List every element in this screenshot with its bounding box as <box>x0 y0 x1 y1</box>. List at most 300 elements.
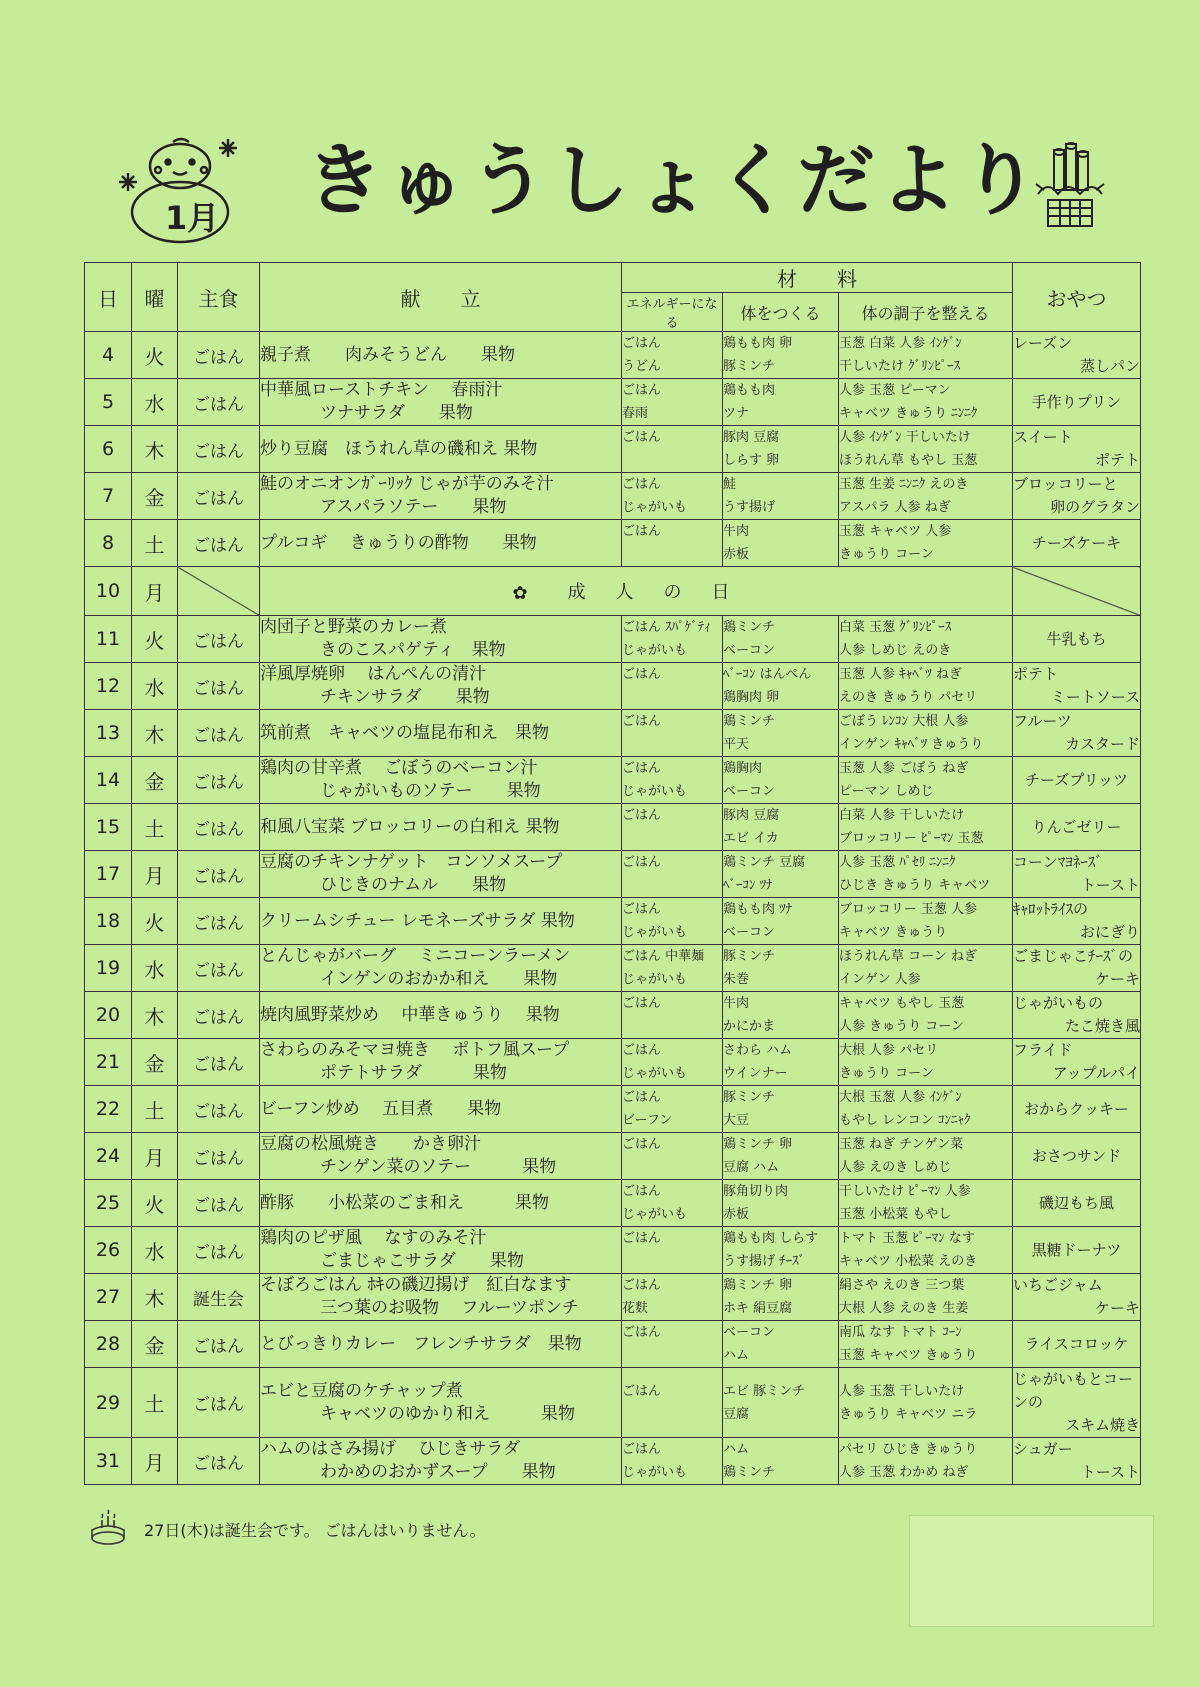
staple-cell: ごはん <box>178 1321 260 1368</box>
energy-foods-cell-line-2: じゃがいも <box>622 784 688 799</box>
holiday-name: 成人の日 <box>567 582 760 603</box>
no-meal-slash <box>178 567 260 616</box>
energy-foods-cell-line-2: じゃがいも <box>622 972 688 987</box>
weekday-cell: 金 <box>132 473 178 520</box>
energy-foods-cell-line-1: ごはん <box>622 1383 662 1399</box>
energy-foods-cell <box>622 1321 723 1368</box>
energy-foods-cell-line-1: ごはん <box>622 383 662 398</box>
menu-table <box>84 262 1141 1485</box>
snack-cell <box>1013 426 1141 473</box>
staple-cell: ごはん <box>178 851 260 898</box>
conditioning-foods-cell-line-1: 南瓜 なす トマト ｺｰﾝ <box>839 1325 962 1340</box>
energy-foods-cell-line-2: 春雨 <box>622 406 649 421</box>
energy-foods-cell-line-2 <box>622 733 722 756</box>
snack-line-1: 黒糖ドーナツ <box>1031 1240 1122 1259</box>
energy-foods-cell <box>622 757 723 804</box>
energy-foods-cell <box>622 379 723 426</box>
day-cell: 27 <box>85 1274 132 1321</box>
body-building-foods-cell <box>723 851 839 898</box>
menu-line-1: そぼろごはん ﾎｷの磯辺揚げ 紅白なます <box>260 1275 572 1295</box>
snack-line-2: トースト <box>1080 876 1140 894</box>
conditioning-foods-cell-line-1: パセリ ひじき きゅうり <box>839 1442 978 1457</box>
snack-cell <box>1013 1321 1141 1368</box>
energy-foods-cell <box>622 1274 723 1321</box>
menu-line-1: 和風八宝菜 ブロッコリーの白和え 果物 <box>260 816 560 837</box>
conditioning-foods-cell-line-2: ピーマン しめじ <box>839 784 934 799</box>
body-building-foods-cell-line-2: ベーコン <box>723 784 776 799</box>
day-cell: 12 <box>85 663 132 710</box>
header-day: 日 <box>85 263 132 332</box>
staple-cell: ごはん <box>178 1438 260 1485</box>
conditioning-foods-cell <box>839 520 1013 567</box>
snack-line-1: レーズン <box>1013 334 1073 352</box>
header-snack: おやつ <box>1013 263 1141 332</box>
conditioning-foods-cell-line-2: 人参 玉葱 わかめ ねぎ <box>839 1465 969 1480</box>
menu-cell <box>260 804 622 851</box>
day-cell: 24 <box>85 1133 132 1180</box>
conditioning-foods-cell-line-2: もやし レンコン ｺﾝﾆｬｸ <box>839 1113 971 1128</box>
menu-cell <box>260 520 622 567</box>
day-cell: 11 <box>85 616 132 663</box>
menu-cell <box>260 1368 622 1438</box>
snack-line-2: 蒸しパン <box>1079 357 1140 375</box>
staple-cell: ごはん <box>178 804 260 851</box>
snack-line-1: スイート <box>1013 428 1073 446</box>
conditioning-foods-cell <box>839 851 1013 898</box>
body-building-foods-cell <box>723 1180 839 1227</box>
table-row <box>85 473 1141 520</box>
menu-cell <box>260 757 622 804</box>
weekday-cell: 土 <box>132 520 178 567</box>
menu-line-1: とんじゃがバーグ ミニコーンラーメン <box>260 946 571 966</box>
energy-foods-cell-line-2 <box>622 1403 722 1426</box>
menu-line-1: エビと豆腐のケチャップ煮 <box>260 1380 463 1401</box>
energy-foods-cell-line-2 <box>622 827 722 850</box>
conditioning-foods-cell <box>839 1180 1013 1227</box>
menu-line-2: 三つ葉のお吸物 フルーツポンチ <box>320 1298 580 1318</box>
snack-cell <box>1013 1039 1141 1086</box>
body-building-foods-cell-line-1: 豚肉 豆腐 <box>723 430 780 445</box>
menu-cell <box>260 1438 622 1485</box>
holiday-cell <box>260 567 1013 616</box>
body-building-foods-cell-line-2: 朱巻 <box>723 972 750 987</box>
day-cell: 26 <box>85 1227 132 1274</box>
day-cell: 13 <box>85 710 132 757</box>
conditioning-foods-cell-line-1: 人参 玉葱 ピーマン <box>839 383 951 398</box>
energy-foods-cell <box>622 473 723 520</box>
body-building-foods-cell <box>723 1086 839 1133</box>
snack-line-2: カスタード <box>1064 735 1140 753</box>
staple-cell: ごはん <box>178 710 260 757</box>
staple-cell: ごはん <box>178 1227 260 1274</box>
body-building-foods-cell-line-1: 鶏ミンチ 卵 <box>723 1137 793 1152</box>
energy-foods-cell <box>622 332 723 379</box>
snack-line-1: ｷｬﾛｯﾄﾗｲｽの <box>1013 900 1089 918</box>
weekday-cell: 火 <box>132 616 178 663</box>
snack-cell <box>1013 379 1141 426</box>
body-building-foods-cell-line-2: 鶏胸肉 卵 <box>723 690 780 705</box>
energy-foods-cell <box>622 1180 723 1227</box>
snack-line-1: 牛乳もち <box>1046 629 1107 648</box>
energy-foods-cell-line-1: ごはん <box>622 1442 662 1457</box>
body-building-foods-cell-line-2: 豆腐 <box>723 1406 750 1422</box>
body-building-foods-cell-line-1: 豚ミンチ <box>723 949 776 964</box>
weekday-cell: 金 <box>132 757 178 804</box>
snack-cell <box>1013 992 1141 1039</box>
kadomatsu-icon <box>1030 142 1110 232</box>
weekday-cell: 金 <box>132 1321 178 1368</box>
conditioning-foods-cell-line-2: キャベツ 小松菜 えのき <box>839 1254 978 1269</box>
conditioning-foods-cell-line-2: インゲン ｷｬﾍﾞﾂ きゅうり <box>839 737 984 752</box>
weekday-cell: 月 <box>132 851 178 898</box>
day-cell: 22 <box>85 1086 132 1133</box>
day-cell: 8 <box>85 520 132 567</box>
menu-line-1: 焼肉風野菜炒め 中華きゅうり 果物 <box>260 1004 560 1025</box>
body-building-foods-cell-line-2: ベーコン <box>723 925 776 940</box>
body-building-foods-cell-line-1: ハム <box>723 1442 750 1457</box>
energy-foods-cell <box>622 851 723 898</box>
body-building-foods-cell <box>723 1438 839 1485</box>
menu-cell <box>260 945 622 992</box>
table-row <box>85 520 1141 567</box>
blank-label-area <box>909 1515 1154 1627</box>
menu-line-2: キャベツのゆかり和え 果物 <box>320 1403 575 1424</box>
body-building-foods-cell <box>723 379 839 426</box>
conditioning-foods-cell <box>839 663 1013 710</box>
energy-foods-cell-line-2 <box>622 449 722 472</box>
body-building-foods-cell-line-1: 鶏ミンチ <box>723 714 776 729</box>
menu-cell <box>260 332 622 379</box>
header-weekday: 曜 <box>132 263 178 332</box>
day-cell: 31 <box>85 1438 132 1485</box>
body-building-foods-cell-line-2: 平天 <box>723 737 750 752</box>
body-building-foods-cell <box>723 426 839 473</box>
table-row <box>85 1368 1141 1438</box>
staple-cell: ごはん <box>178 332 260 379</box>
menu-cell <box>260 1180 622 1227</box>
snack-cell <box>1013 520 1141 567</box>
body-building-foods-cell-line-1: 鶏ミンチ 卵 <box>723 1278 793 1293</box>
conditioning-foods-cell-line-1: 人参 玉葱 ﾊﾟｾﾘ ﾆﾝﾆｸ <box>839 855 956 870</box>
snack-cell <box>1013 1438 1141 1485</box>
staple-cell: ごはん <box>178 379 260 426</box>
menu-cell <box>260 1321 622 1368</box>
body-building-foods-cell <box>723 1133 839 1180</box>
weekday-cell: 木 <box>132 426 178 473</box>
menu-table-body <box>85 332 1141 1485</box>
energy-foods-cell <box>622 898 723 945</box>
menu-cell <box>260 851 622 898</box>
energy-foods-cell <box>622 426 723 473</box>
conditioning-foods-cell-line-1: 白菜 人参 干しいたけ <box>839 808 965 823</box>
day-cell: 6 <box>85 426 132 473</box>
day-cell: 17 <box>85 851 132 898</box>
body-building-foods-cell <box>723 945 839 992</box>
menu-line-2: アスパラソテー 果物 <box>320 497 507 517</box>
conditioning-foods-cell-line-1: 玉葱 生姜 ﾆﾝﾆｸ えのき <box>839 477 969 492</box>
conditioning-foods-cell <box>839 426 1013 473</box>
conditioning-foods-cell-line-2: 人参 しめじ えのき <box>839 643 952 658</box>
menu-cell <box>260 710 622 757</box>
conditioning-foods-cell <box>839 992 1013 1039</box>
footer-text: 27日(木)は誕生会です。 ごはんはいりません。 <box>144 1521 486 1540</box>
conditioning-foods-cell <box>839 1227 1013 1274</box>
snack-cell <box>1013 1180 1141 1227</box>
day-cell: 5 <box>85 379 132 426</box>
table-row <box>85 945 1141 992</box>
energy-foods-cell-line-2: うどん <box>622 359 662 374</box>
conditioning-foods-cell-line-2: えのき きゅうり パセリ <box>839 690 978 705</box>
energy-foods-cell-line-1: ごはん <box>622 714 662 729</box>
staple-cell: ごはん <box>178 945 260 992</box>
table-row <box>85 379 1141 426</box>
energy-foods-cell-line-1: ごはん ｽﾊﾟｹﾞﾃｨ <box>622 620 711 635</box>
table-row <box>85 1180 1141 1227</box>
staple-cell: ごはん <box>178 1039 260 1086</box>
snack-cell <box>1013 1086 1141 1133</box>
table-row <box>85 663 1141 710</box>
body-building-foods-cell-line-2: 赤板 <box>723 547 750 562</box>
snack-cell <box>1013 1368 1141 1438</box>
day-cell: 25 <box>85 1180 132 1227</box>
menu-cell <box>260 1039 622 1086</box>
staple-cell: ごはん <box>178 992 260 1039</box>
body-building-foods-cell-line-2: ベーコン <box>723 643 776 658</box>
weekday-cell: 火 <box>132 1180 178 1227</box>
menu-line-1: 鶏肉の甘辛煮 ごぼうのベーコン汁 <box>260 758 538 778</box>
menu-line-1: 鮭のオニオンｶﾞｰﾘｯｸ じゃが芋のみそ汁 <box>260 474 554 494</box>
conditioning-foods-cell <box>839 332 1013 379</box>
snack-cell <box>1013 851 1141 898</box>
conditioning-foods-cell <box>839 379 1013 426</box>
snack-cell <box>1013 473 1141 520</box>
menu-line-1: 炒り豆腐 ほうれん草の磯和え 果物 <box>260 438 538 459</box>
menu-cell <box>260 663 622 710</box>
energy-foods-cell <box>622 1438 723 1485</box>
conditioning-foods-cell-line-1: 玉葱 ねぎ チンゲン菜 <box>839 1137 964 1152</box>
energy-foods-cell-line-2: じゃがいも <box>622 1066 688 1081</box>
day-cell: 20 <box>85 992 132 1039</box>
conditioning-foods-cell <box>839 1368 1013 1438</box>
body-building-foods-cell-line-1: 牛肉 <box>723 996 750 1011</box>
page-header <box>0 110 1200 250</box>
staple-cell: ごはん <box>178 616 260 663</box>
menu-line-2: インゲンのおかか和え 果物 <box>320 969 558 989</box>
conditioning-foods-cell-line-2: キャベツ きゅうり ﾆﾝﾆｸ <box>839 406 978 421</box>
conditioning-foods-cell-line-1: 大根 人参 パセリ <box>839 1043 939 1058</box>
conditioning-foods-cell-line-2: 人参 きゅうり コーン <box>839 1019 965 1034</box>
energy-foods-cell-line-1: ごはん <box>622 1043 662 1058</box>
day-cell: 7 <box>85 473 132 520</box>
snack-line-1: おからクッキー <box>1023 1099 1129 1118</box>
energy-foods-cell-line-2: 花麩 <box>622 1301 649 1316</box>
conditioning-foods-cell <box>839 898 1013 945</box>
menu-cell <box>260 1086 622 1133</box>
body-building-foods-cell-line-2: エビ イカ <box>723 831 779 846</box>
weekday-cell: 水 <box>132 663 178 710</box>
energy-foods-cell-line-2: じゃがいも <box>622 643 688 658</box>
menu-line-1: プルコギ きゅうりの酢物 果物 <box>260 532 537 553</box>
menu-line-1: さわらのみそマヨ焼き ポトフ風スープ <box>260 1040 570 1060</box>
weekday-cell: 水 <box>132 945 178 992</box>
snack-cell <box>1013 804 1141 851</box>
energy-foods-cell <box>622 804 723 851</box>
body-building-foods-cell-line-2: ウインナー <box>723 1066 788 1081</box>
energy-foods-cell-line-2 <box>622 686 722 709</box>
weekday-cell: 土 <box>132 1086 178 1133</box>
snack-line-1: フライド <box>1013 1041 1073 1059</box>
body-building-foods-cell <box>723 1368 839 1438</box>
table-row <box>85 757 1141 804</box>
energy-foods-cell-line-1: ごはん <box>622 1184 662 1199</box>
body-building-foods-cell <box>723 1274 839 1321</box>
energy-foods-cell-line-1: ごはん <box>622 855 662 870</box>
snack-line-2: ミートソース <box>1050 688 1140 706</box>
menu-cell <box>260 616 622 663</box>
snack-cell <box>1013 332 1141 379</box>
menu-line-1: 肉団子と野菜のカレー煮 <box>260 617 447 637</box>
body-building-foods-cell-line-2: 豚ミンチ <box>723 359 776 374</box>
day-cell: 10 <box>85 567 132 616</box>
menu-cell <box>260 898 622 945</box>
energy-foods-cell <box>622 1133 723 1180</box>
energy-foods-cell <box>622 1227 723 1274</box>
conditioning-foods-cell-line-1: 玉葱 白菜 人参 ｲﾝｹﾞﾝ <box>839 336 962 351</box>
body-building-foods-cell <box>723 1227 839 1274</box>
conditioning-foods-cell-line-1: 絹さや えのき 三つ葉 <box>839 1278 965 1293</box>
conditioning-foods-cell <box>839 1039 1013 1086</box>
body-building-foods-cell <box>723 804 839 851</box>
energy-foods-cell-line-2 <box>622 874 722 897</box>
menu-cell <box>260 426 622 473</box>
conditioning-foods-cell <box>839 945 1013 992</box>
snack-line-1: じゃがいもとコーンの <box>1013 1370 1134 1411</box>
table-row <box>85 1039 1141 1086</box>
header-ingredients: 材 料 <box>622 263 1013 293</box>
menu-line-1: とびっきりカレー フレンチサラダ 果物 <box>260 1333 582 1354</box>
energy-foods-cell-line-2: じゃがいも <box>622 1465 688 1480</box>
menu-cell <box>260 1227 622 1274</box>
weekday-cell: 火 <box>132 898 178 945</box>
snack-line-2: ケーキ <box>1094 970 1140 988</box>
snack-line-1: 手作りプリン <box>1031 392 1122 411</box>
day-cell: 4 <box>85 332 132 379</box>
conditioning-foods-cell <box>839 1086 1013 1133</box>
menu-line-1: ビーフン炒め 五目煮 果物 <box>260 1098 502 1119</box>
body-building-foods-cell-line-1: 鮭 <box>723 477 737 492</box>
conditioning-foods-cell-line-2: キャベツ きゅうり <box>839 925 948 940</box>
body-building-foods-cell-line-2: ﾍﾞｰｺﾝ ﾂﾅ <box>723 878 773 893</box>
body-building-foods-cell-line-1: 鶏もも肉 <box>723 383 776 398</box>
body-building-foods-cell-line-1: 鶏もも肉 卵 <box>723 336 793 351</box>
day-cell: 15 <box>85 804 132 851</box>
weekday-cell: 木 <box>132 710 178 757</box>
menu-line-2: ツナサラダ 果物 <box>320 403 473 423</box>
energy-foods-cell-line-1: ごはん <box>622 667 662 682</box>
conditioning-foods-cell-line-1: キャベツ もやし 玉葱 <box>839 996 965 1011</box>
snack-line-2: ケーキ <box>1094 1299 1140 1317</box>
staple-cell: ごはん <box>178 520 260 567</box>
conditioning-foods-cell-line-1: ブロッコリー 玉葱 人参 <box>839 902 978 917</box>
menu-line-2: わかめのおかずスープ 果物 <box>320 1462 556 1482</box>
table-row <box>85 1274 1141 1321</box>
menu-line-2: きのこスパゲティ 果物 <box>320 640 506 660</box>
conditioning-foods-cell <box>839 1438 1013 1485</box>
energy-foods-cell-line-2: じゃがいも <box>622 925 688 940</box>
body-building-foods-cell-line-2: かにかま <box>723 1019 776 1034</box>
conditioning-foods-cell-line-1: 玉葱 人参 ｷｬﾍﾞﾂ ねぎ <box>839 667 962 682</box>
menu-cell <box>260 992 622 1039</box>
energy-foods-cell-line-1: ごはん <box>622 902 662 917</box>
header-energy: エネルギーになる <box>622 293 723 332</box>
menu-cell <box>260 379 622 426</box>
snack-line-1: チーズプリッツ <box>1024 770 1129 789</box>
menu-line-2: ひじきのナムル 果物 <box>320 875 507 895</box>
menu-line-1: 中華風ローストチキン 春雨汁 <box>260 380 503 400</box>
body-building-foods-cell <box>723 1039 839 1086</box>
snack-cell <box>1013 757 1141 804</box>
energy-foods-cell-line-1: ごはん <box>622 1325 662 1340</box>
table-row <box>85 616 1141 663</box>
snack-line-1: フルーツ <box>1013 712 1072 730</box>
table-row <box>85 804 1141 851</box>
table-row <box>85 567 1141 616</box>
table-row <box>85 898 1141 945</box>
conditioning-foods-cell-line-1: 人参 玉葱 干しいたけ <box>839 1383 965 1399</box>
menu-line-2: ごまじゃこサラダ 果物 <box>320 1251 524 1271</box>
snack-line-1: ブロッコリーと <box>1013 475 1118 493</box>
staple-cell: ごはん <box>178 898 260 945</box>
menu-cell <box>260 1133 622 1180</box>
snack-line-1: りんごゼリー <box>1031 817 1122 836</box>
staple-cell: ごはん <box>178 757 260 804</box>
snack-line-2: ポテト <box>1094 451 1140 469</box>
body-building-foods-cell <box>723 616 839 663</box>
energy-foods-cell-line-1: ごはん <box>622 477 662 492</box>
energy-foods-cell <box>622 992 723 1039</box>
header-staple: 主食 <box>178 263 260 332</box>
conditioning-foods-cell-line-2: ブロッコリー ﾋﾟｰﾏﾝ 玉葱 <box>839 831 984 846</box>
conditioning-foods-cell-line-1: ごぼう ﾚﾝｺﾝ 大根 人参 <box>839 714 969 729</box>
energy-foods-cell-line-2 <box>622 1015 722 1038</box>
conditioning-foods-cell-line-2: ほうれん草 もやし 玉葱 <box>839 453 978 468</box>
staple-cell: 誕生会 <box>178 1274 260 1321</box>
conditioning-foods-cell <box>839 710 1013 757</box>
energy-foods-cell-line-1: ごはん <box>622 1090 662 1105</box>
body-building-foods-cell <box>723 332 839 379</box>
energy-foods-cell-line-1: ごはん 中華麺 <box>622 949 705 964</box>
snack-line-1: シュガー <box>1013 1440 1073 1458</box>
body-building-foods-cell <box>723 710 839 757</box>
snack-line-2: トースト <box>1080 1463 1140 1481</box>
weekday-cell: 土 <box>132 1368 178 1438</box>
page-title: きゅうしょくだより <box>305 136 1044 226</box>
snack-line-2: 卵のグラタン <box>1050 498 1140 516</box>
body-building-foods-cell-line-2: ホキ 絹豆腐 <box>723 1301 793 1316</box>
day-cell: 14 <box>85 757 132 804</box>
body-building-foods-cell-line-2: 赤板 <box>723 1207 750 1222</box>
conditioning-foods-cell-line-1: トマト 玉葱 ﾋﾟｰﾏﾝ なす <box>839 1231 975 1246</box>
body-building-foods-cell-line-2: うす揚げ <box>723 500 776 515</box>
energy-foods-cell-line-2 <box>622 1344 722 1367</box>
weekday-cell: 木 <box>132 1274 178 1321</box>
conditioning-foods-cell-line-2: アスパラ 人参 ねぎ <box>839 500 951 515</box>
body-building-foods-cell-line-2: 豆腐 ハム <box>723 1160 780 1175</box>
conditioning-foods-cell-line-2: 干しいたけ ｸﾞﾘﾝﾋﾟｰｽ <box>839 359 961 374</box>
energy-foods-cell <box>622 710 723 757</box>
energy-foods-cell-line-1: ごはん <box>622 1278 662 1293</box>
body-building-foods-cell <box>723 1321 839 1368</box>
